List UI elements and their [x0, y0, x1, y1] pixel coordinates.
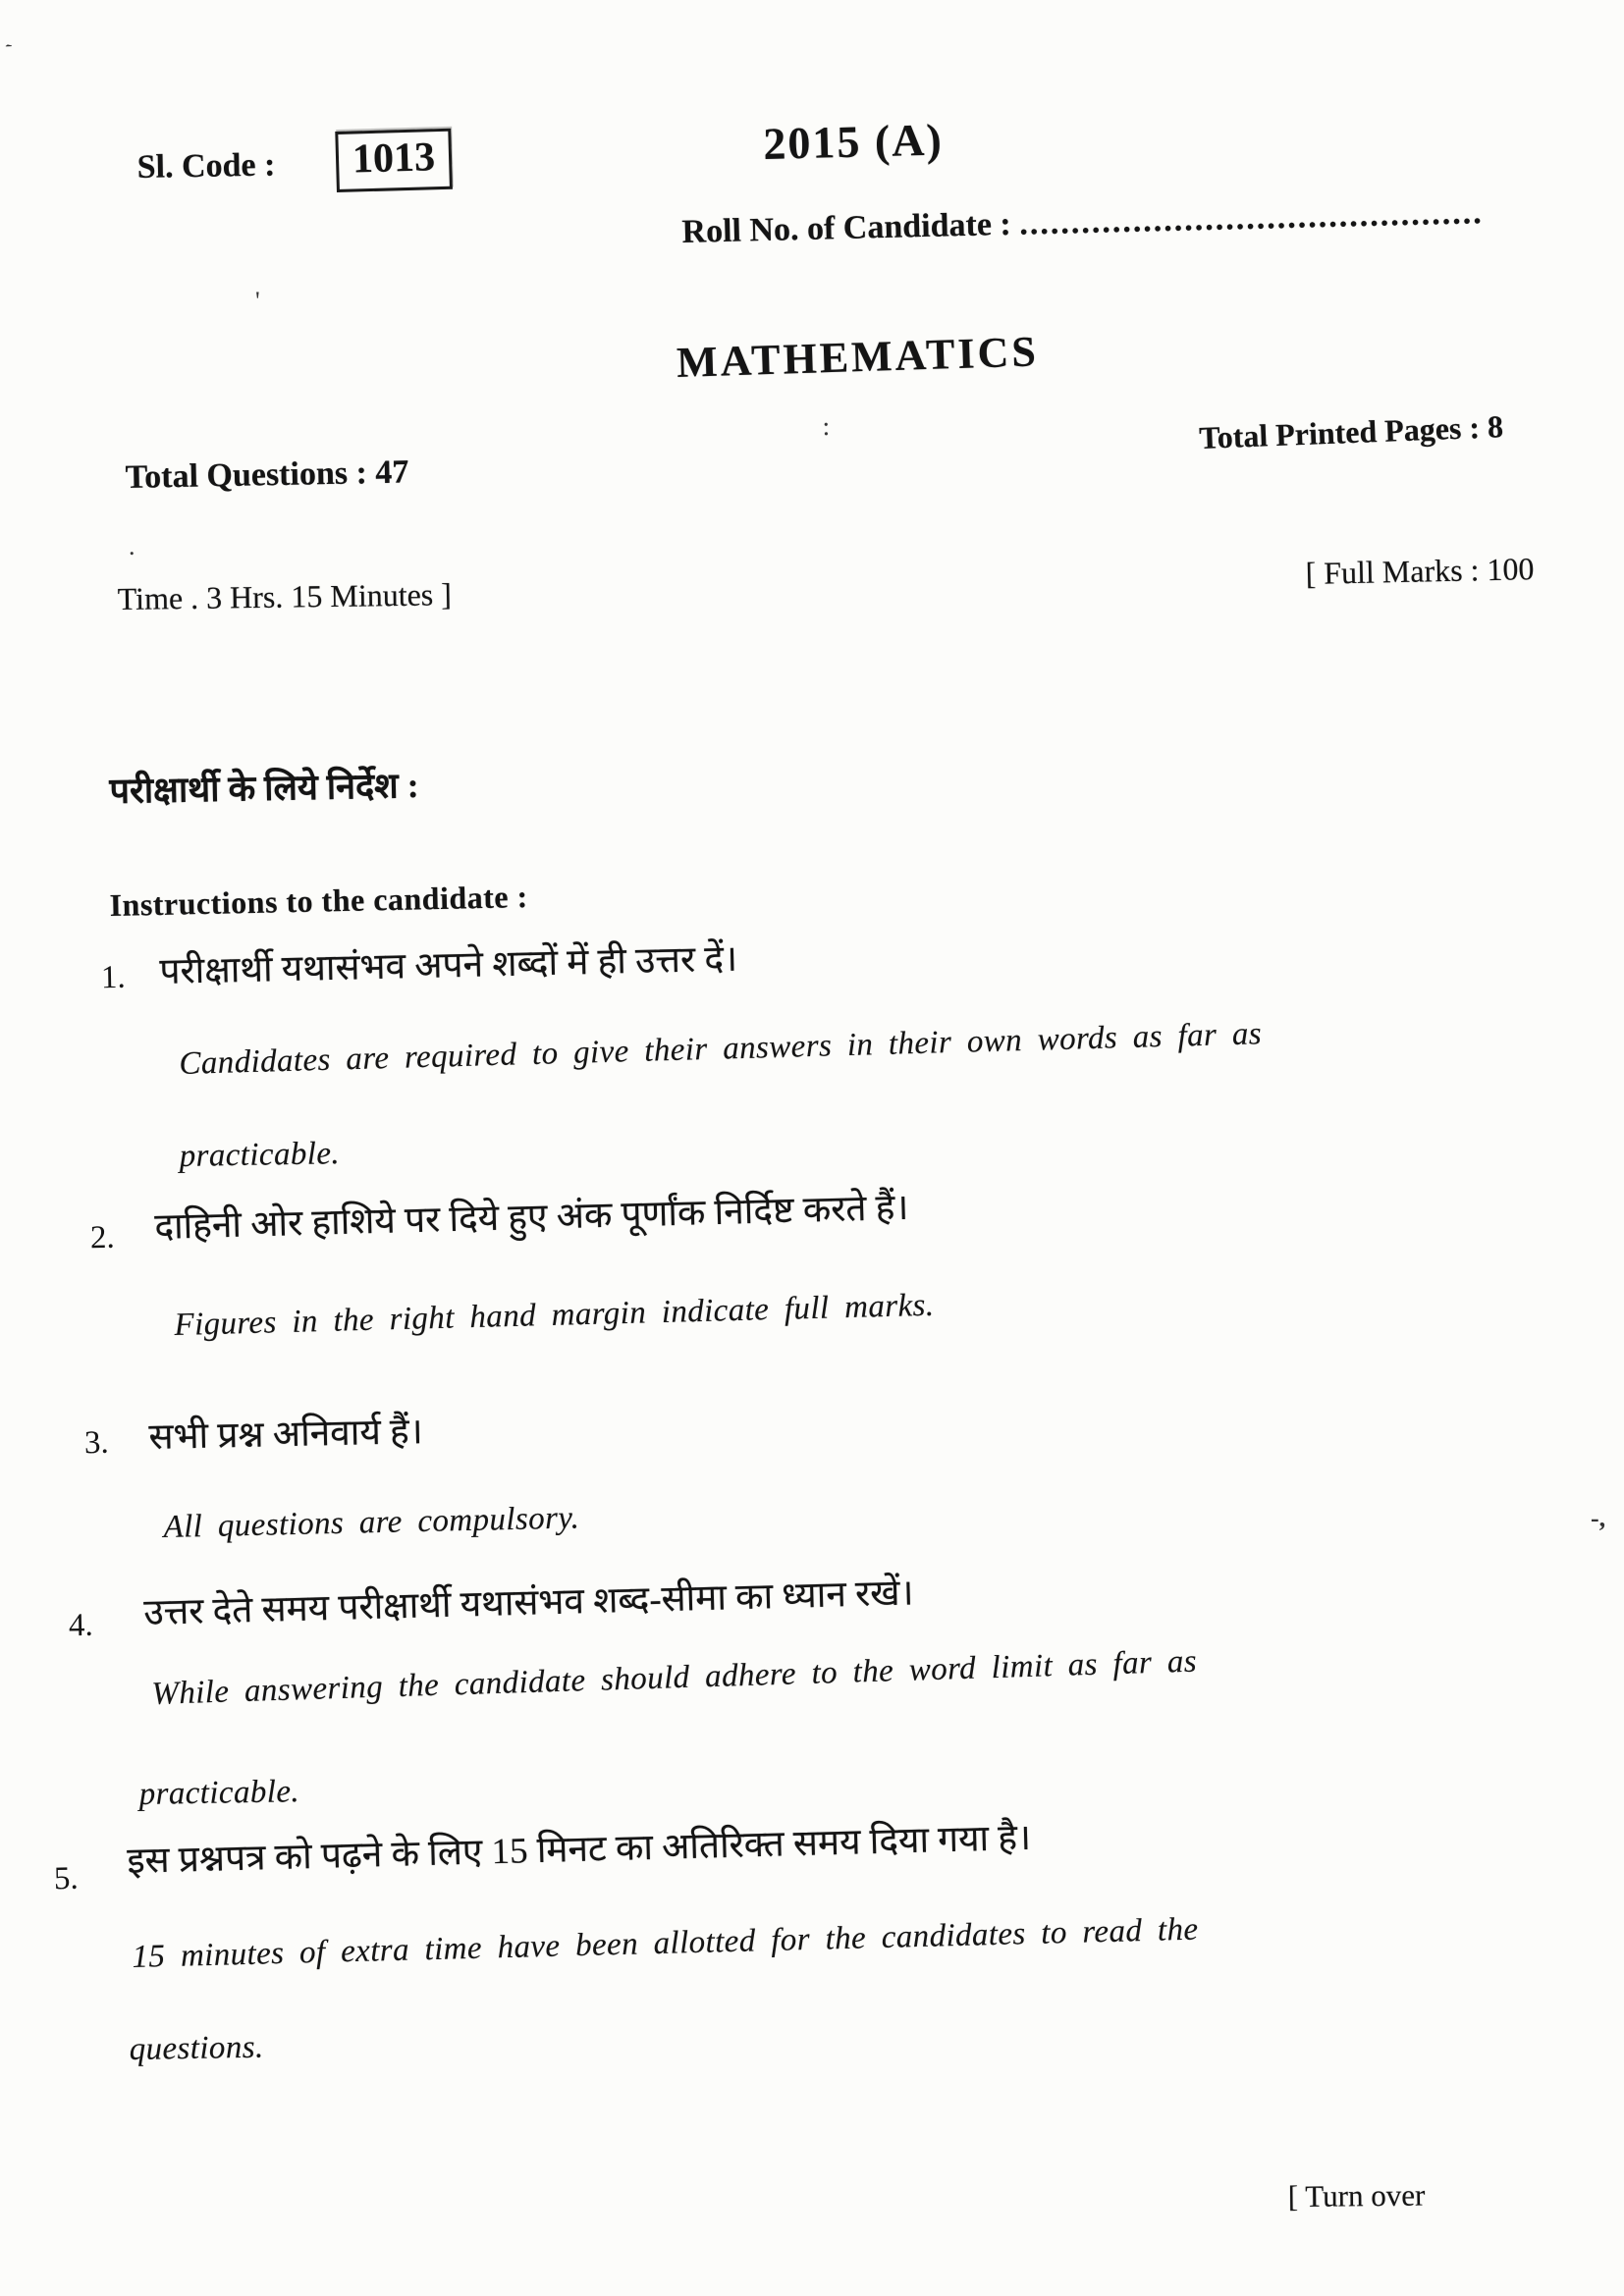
- instruction-english-line: Candidates are required to give their answers in their own words as far as: [178, 1016, 1263, 1083]
- instructions-heading-english: Instructions to the candidate :: [109, 879, 529, 924]
- instructions-heading-hindi: परीक्षार्थी के लिये निर्देश :: [109, 765, 419, 812]
- exam-year: 2015 (A): [762, 114, 945, 170]
- sl-code-label: Sl. Code :: [136, 146, 276, 187]
- sl-code-value-box: 1013: [335, 129, 453, 192]
- instruction-english-line: While answering the candidate should adhere to the word limit as far as: [150, 1643, 1198, 1713]
- instruction-number: 2.: [89, 1219, 116, 1256]
- instruction-hindi: इस प्रश्नपत्र को पढ़ने के लिए 15 मिनट का अतिरिक्त समय दिया गया है।: [126, 1817, 1032, 1883]
- total-questions: Total Questions : 47: [125, 454, 409, 497]
- roll-no-line: [681, 194, 1484, 251]
- turn-over-note: [ Turn over: [1287, 2177, 1426, 2214]
- instruction-number: 5.: [53, 1860, 80, 1897]
- instruction-number: 3.: [83, 1424, 110, 1462]
- full-marks: [ Full Marks : 100: [1305, 551, 1535, 592]
- roll-no-fill-line: .............................................: [1018, 194, 1485, 242]
- scan-artifact: -,: [1591, 1504, 1606, 1532]
- roll-no-label: Roll No. of Candidate :: [681, 205, 1012, 251]
- subject-title: MATHEMATICS: [676, 327, 1040, 388]
- instruction-number: 4.: [68, 1607, 94, 1644]
- instruction-hindi: सभी प्रश्न अनिवार्य हैं।: [148, 1412, 424, 1459]
- scan-artifact: .: [129, 532, 135, 561]
- scan-artifact: ': [255, 287, 260, 315]
- instruction-english-line: practicable.: [179, 1136, 341, 1175]
- time-allowed: Time . 3 Hrs. 15 Minutes ]: [117, 576, 453, 617]
- instruction-number: 1.: [100, 959, 127, 996]
- total-printed-pages: Total Printed Pages : 8: [1198, 408, 1504, 456]
- instruction-hindi: दाहिनी ओर हाशिये पर दिये हुए अंक पूर्णांक निर्दिष्ट करते हैं।: [153, 1187, 909, 1249]
- instruction-english-line: 15 minutes of extra time have been allotted for the candidates to read the: [132, 1911, 1199, 1976]
- instruction-english-line: questions.: [129, 2029, 264, 2068]
- instruction-hindi: उत्तर देते समय परीक्षार्थी यथासंभव शब्द-सीमा का ध्यान रखें।: [142, 1573, 915, 1634]
- instruction-hindi: परीक्षार्थी यथासंभव अपने शब्दों में ही उत्तर दें।: [159, 938, 738, 993]
- scan-artifact: :: [822, 411, 831, 442]
- scan-artifact: `: [1, 37, 27, 66]
- instruction-english-line: Figures in the right hand margin indicate full marks.: [174, 1287, 935, 1344]
- instruction-english-line: All questions are compulsory.: [163, 1500, 580, 1546]
- instruction-english-line: practicable.: [138, 1774, 300, 1813]
